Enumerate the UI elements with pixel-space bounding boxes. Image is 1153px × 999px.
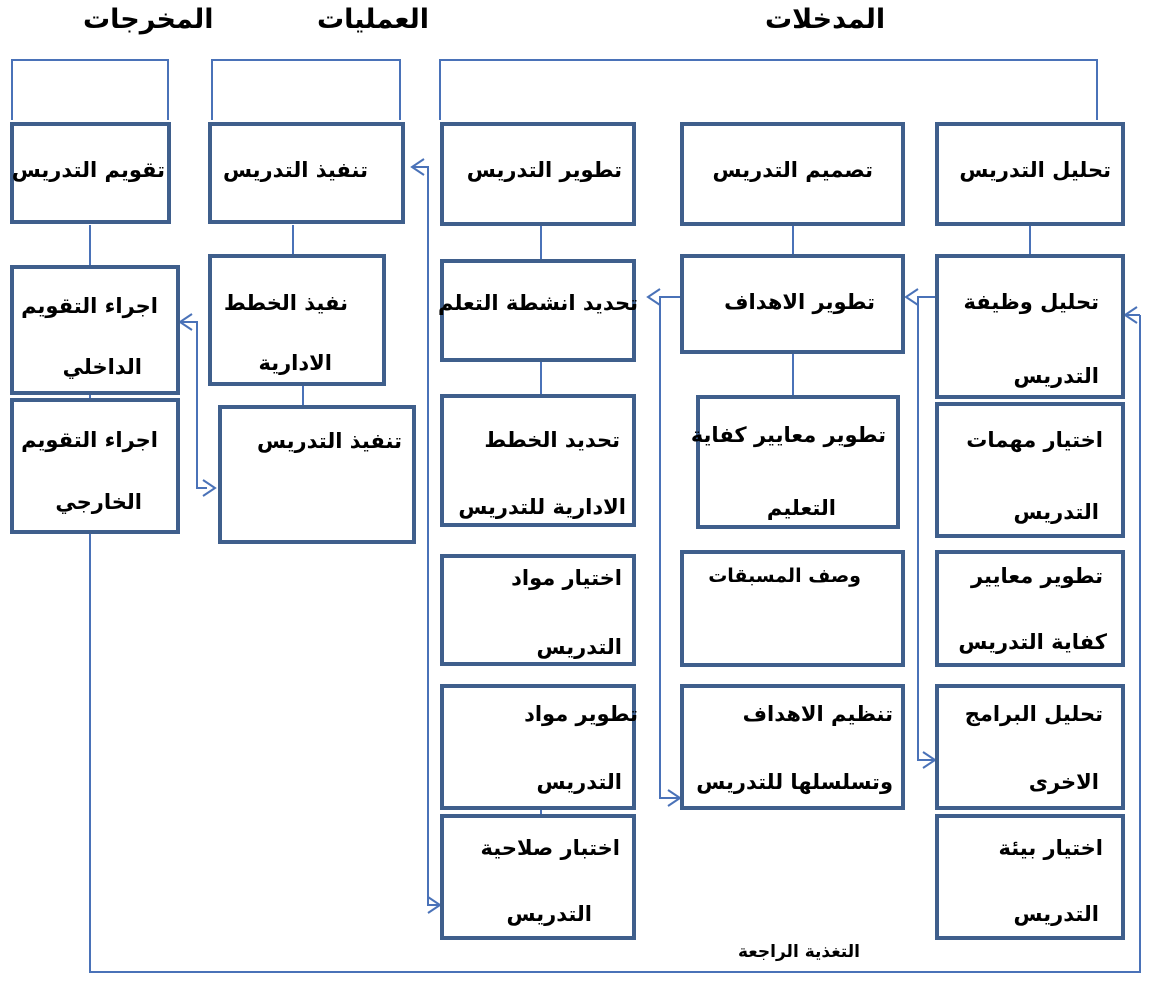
develop-materials-box <box>440 684 636 810</box>
prerequisites-box <box>680 550 905 667</box>
competency-standards-analysis-box <box>935 550 1125 667</box>
objectives-box <box>680 254 905 354</box>
validity-test-box <box>440 814 636 940</box>
processes-header: العمليات <box>317 4 430 35</box>
box-label: التدريس <box>536 635 622 659</box>
box-label: الداخلي <box>62 355 142 379</box>
development-main-box <box>440 122 636 226</box>
environment-selection-box <box>935 814 1125 940</box>
evaluation-main-box <box>10 122 171 224</box>
box-label: تطوير مواد <box>524 702 638 726</box>
box-label: اجراء التقويم <box>21 294 158 318</box>
box-label: تحليل وظيفة <box>963 290 1099 314</box>
outputs-bracket <box>12 60 168 120</box>
implementation-main-box <box>208 122 405 224</box>
execute-teaching-box <box>218 405 416 544</box>
tasks-selection-box <box>935 402 1125 538</box>
box-label: اختيار مواد <box>511 566 622 590</box>
sequence-objectives-box <box>680 684 905 810</box>
box-label: تنظيم الاهداف <box>742 702 893 726</box>
inputs-header: المدخلات <box>765 4 886 35</box>
activities-box <box>440 259 636 362</box>
box-label: اجراء التقويم <box>21 428 158 452</box>
admin-plans-box <box>208 254 386 386</box>
box-label: وتسلسلها للتدريس <box>696 770 893 794</box>
box-label: تحليل البرامج <box>964 702 1103 726</box>
box-label: اختبار صلاحية <box>480 836 620 860</box>
box-label: تطوير الاهداف <box>724 290 875 314</box>
external-evaluation-box <box>10 398 180 534</box>
box-label: الاخرى <box>1028 770 1099 794</box>
box-label: وصف المسبقات <box>708 565 861 587</box>
box-label: تقويم التدريس <box>11 158 165 182</box>
box-label: تنفيذ التدريس <box>222 158 368 182</box>
box-label: الادارية <box>258 351 332 375</box>
job-analysis-box <box>935 254 1125 399</box>
feedback-label: التغذية الراجعة <box>738 942 860 962</box>
competency-standards-box <box>690 395 900 529</box>
other-programs-box <box>935 684 1125 810</box>
analysis-main-box <box>935 122 1125 226</box>
box-label: التدريس <box>1013 902 1099 926</box>
internal-evaluation-box <box>10 265 180 395</box>
box-label: تحديد انشطة التعلم <box>438 291 638 315</box>
box-label: تحديد الخطط <box>484 428 620 452</box>
box-label: تطوير معايير <box>970 564 1103 588</box>
box-label: التدريس <box>536 770 622 794</box>
select-materials-box <box>440 554 636 666</box>
processes-bracket <box>212 60 400 120</box>
box-label: نفيذ الخطط <box>223 291 348 315</box>
box-label: التدريس <box>506 902 592 926</box>
box-label: التدريس <box>1013 500 1099 524</box>
box-label: تنفيذ التدريس <box>256 429 402 453</box>
box-label: تصميم التدريس <box>712 158 873 182</box>
box-label: التدريس <box>1013 364 1099 388</box>
outputs-header: المخرجات <box>83 4 214 35</box>
box-label: التعليم <box>766 496 836 520</box>
inputs-bracket <box>440 60 1097 120</box>
admin-plans-define-box <box>440 394 636 527</box>
box-label: تحليل التدريس <box>959 158 1111 182</box>
box-label: الادارية للتدريس <box>458 495 626 519</box>
box-label: الخارجي <box>55 490 142 514</box>
design-main-box <box>680 122 905 226</box>
box-label: اختيار بيئة <box>998 836 1103 860</box>
box-label: تطوير التدريس <box>466 158 622 182</box>
box-label: اختيار مهمات <box>966 428 1103 452</box>
box-label: كفاية التدريس <box>958 630 1107 654</box>
box-label: تطوير معايير كفاية <box>690 423 886 447</box>
